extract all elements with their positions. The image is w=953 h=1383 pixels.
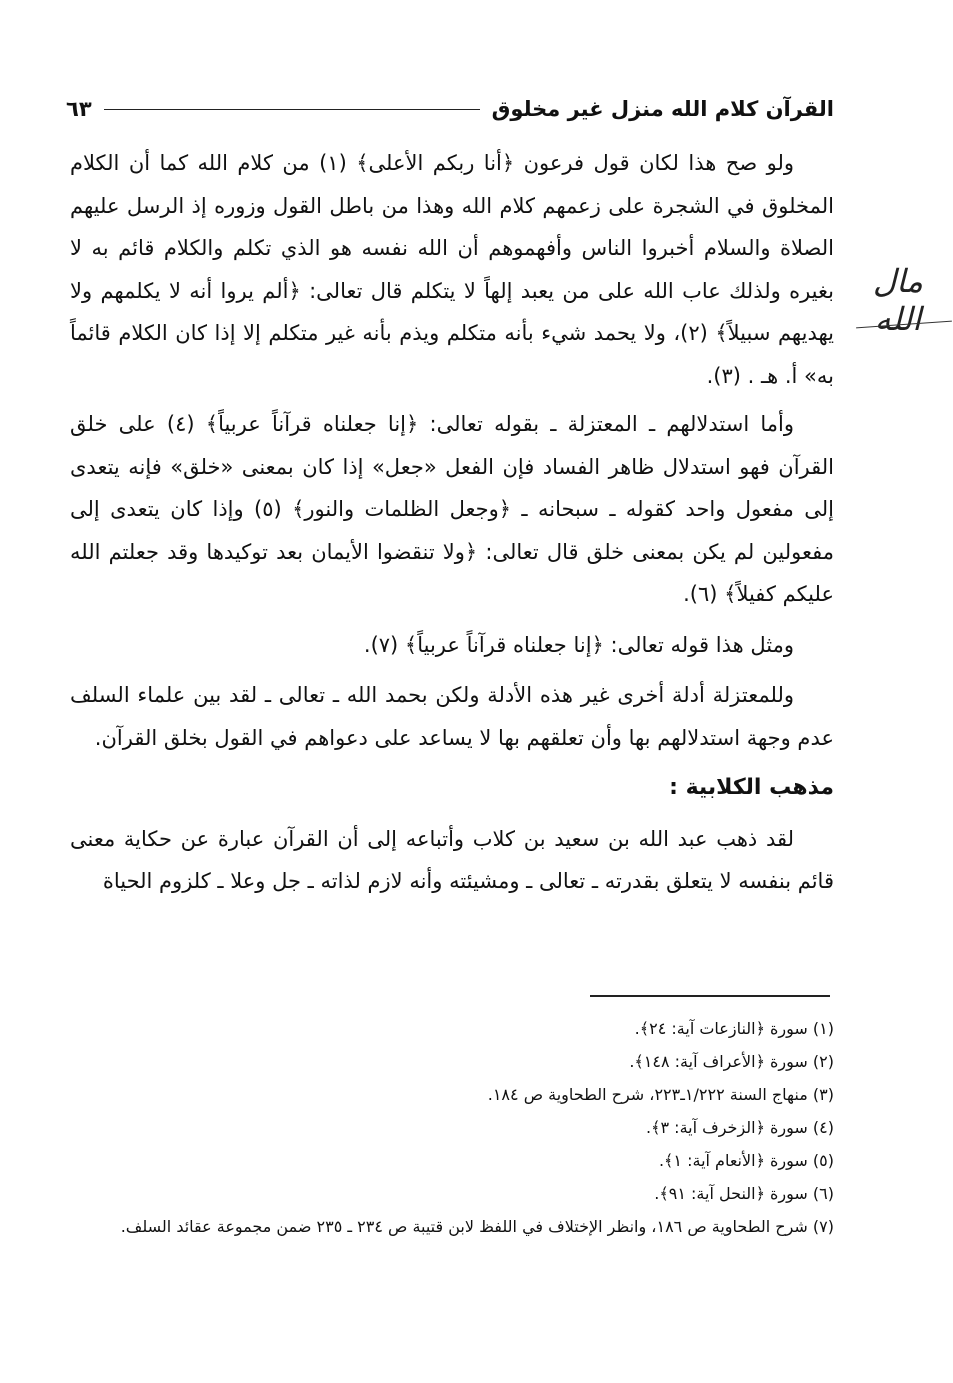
footnote-4: (٤) سورة ﴿الزخرف آية: ٣﴾.: [646, 1118, 834, 1137]
footnote-7: (٧) شرح الطحاوية ص ١٨٦، وانظر الإختلاف في اللفظ لابن قتيبة ص ٢٣٤ ـ ٢٣٥ ضمن مجموعة عقائد السلف.: [120, 1217, 834, 1236]
footnote-3: (٣) منهاج السنة ١/٢٢٢ـ٢٢٣، شرح الطحاوية ص ١٨٤.: [487, 1085, 834, 1104]
paragraph-4: وللمعتزلة أدلة أخرى غير هذه الأدلة ولكن بحمد الله ـ تعالى ـ لقد بين علماء السلف عدم وجهة استدلالهم بها وأن تعلقهم بها لا يساعد على دعواهم في القول بخلق القرآن.: [70, 683, 834, 750]
margin-note-text: مال الله: [872, 262, 924, 338]
footnote-6: (٦) سورة ﴿النحل آية: ٩١﴾.: [654, 1184, 834, 1203]
paragraph-2: وأما استدلالهم ـ المعتزلة ـ بقوله تعالى: ﴿إنا جعلناه قرآناً عربياً﴾ (٤) على خلق القرآن فهو استدلال ظاهر الفساد فإن الفعل «جعل» إذا كان بمعنى «خلق» فإنه يتعدى إلى مفعول واحد كقوله ـ سبحانه ـ ﴿وجعل الظلمات والنور﴾ (٥) وإذا كان يتعدى إلى مفعولين لم يكن بمعنى خلق قال تعالى: ﴿ولا تنقضوا الأيمان بعد توكيدها وقد جعلتم الله عليكم كفيلاً﴾ (٦).: [70, 412, 834, 606]
footnote-separator: [590, 995, 830, 997]
footnote-5: (٥) سورة ﴿الأنعام آية: ١﴾.: [658, 1151, 834, 1170]
page-header: [66, 92, 834, 126]
header-rule: [104, 109, 480, 110]
footnotes: [76, 1012, 834, 1243]
paragraph-3: ومثل هذا قوله تعالى: ﴿إنا جعلناه قرآناً عربياً﴾ (٧).: [363, 632, 794, 657]
paragraph-1: ولو صح هذا لكان قول فرعون ﴿أنا ربكم الأعلى﴾ (١) من كلام الله كما أن الكلام المخلوق في الشجرة على زعمهم كلام الله وهذا من باطل القول وزوره إذ الرسل عليهم الصلاة والسلام أخبروا الناس وأفهموهم أن الله نفسه هو الذي تكلم والكلام قائم به لا بغيره ولذلك عاب الله على من يعبد إلهاً لا يتكلم قال تعالى: ﴿ألم يروا أنه لا يكلمهم ولا يهديهم سبيلاً﴾ (٢)، ولا يحمد شيء بأنه متكلم ويذم بأنه غير متكلم إلا إذا كان الكلام قائماً به» أ. هـ . (٣).: [70, 151, 834, 388]
footnote-2: (٢) سورة ﴿الأعراف آية: ١٤٨﴾.: [629, 1052, 834, 1071]
main-text: [70, 142, 834, 911]
section-heading: مذهب الكلابية :: [669, 775, 834, 800]
page-number: ٦٣: [66, 97, 92, 121]
handwritten-margin-note: [848, 262, 948, 342]
running-title: القرآن كلام الله منزل غير مخلوق: [491, 97, 834, 121]
paragraph-5: لقد ذهب عبد الله بن سعيد بن كلاب وأتباعه إلى أن القرآن عبارة عن حكاية معنى قائم بنفسه لا يتعلق بقدرته ـ تعالى ـ ومشيئته وأنه لازم لذاته ـ جل وعلا ـ كلزوم الحياة: [70, 826, 834, 893]
footnote-1: (١) سورة ﴿النازعات آية: ٢٤﴾.: [634, 1019, 834, 1038]
